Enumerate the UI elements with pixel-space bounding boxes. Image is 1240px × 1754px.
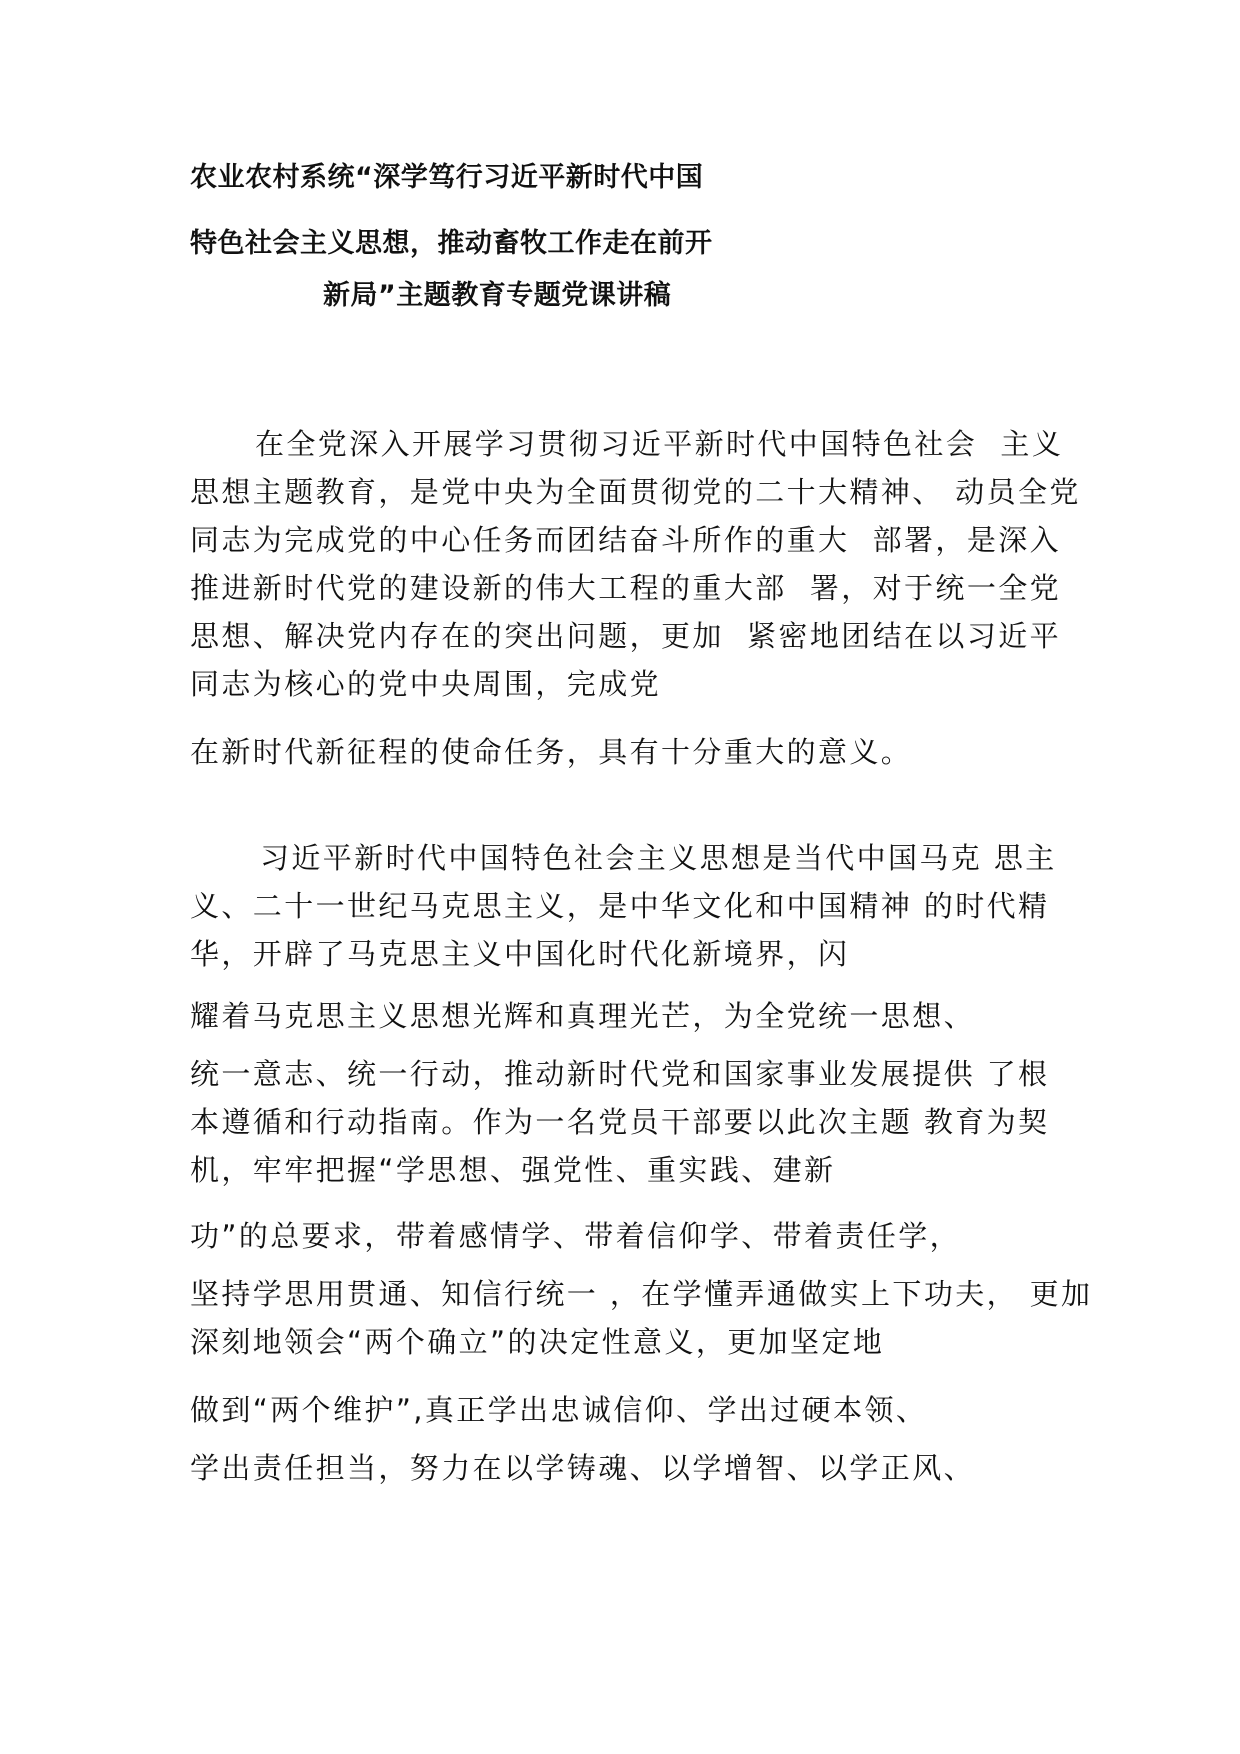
body-line: 本遵循和行动指南。作为一名党员干部要以此次主题 教育为契 bbox=[190, 1105, 1050, 1139]
body-line: 义、二十一世纪马克思主义，是中华文化和中国精神 的时代精 bbox=[190, 889, 1050, 923]
body-line: 机，牢牢把握“学思想、强党性、重实践、建新 bbox=[190, 1153, 836, 1187]
body-line: 功”的总要求，带着感情学、带着信仰学、带着责任学， bbox=[190, 1219, 962, 1253]
body-line: 华，开辟了马克思主义中国化时代化新境界，闪 bbox=[190, 937, 850, 971]
body-line: 坚持学思用贯通、知信行统一 ，在学懂弄通做实上下功夫， 更加 bbox=[190, 1277, 1093, 1311]
body-line: 深刻地领会“两个确立”的决定性意义，更加坚定地 bbox=[190, 1325, 885, 1359]
body-line: 同志为完成党的中心任务而团结奋斗所作的重大 部署，是深入 bbox=[190, 523, 1062, 557]
body-line: 在新时代新征程的使命任务，具有十分重大的意义。 bbox=[190, 735, 913, 769]
body-line: 同志为核心的党中央周围，完成党 bbox=[190, 667, 662, 701]
body-line: 做到“两个维护”,真正学出忠诚信仰、学出过硬本领、 bbox=[190, 1393, 928, 1427]
body-line: 学出责任担当，努力在以学铸魂、以学增智、以学正风、 bbox=[190, 1451, 976, 1485]
body-line: 习近平新时代中国特色社会主义思想是当代中国马克 思主 bbox=[260, 841, 1057, 875]
body-line: 耀着马克思主义思想光辉和真理光芒，为全党统一思想、 bbox=[190, 999, 976, 1033]
body-line: 在全党深入开展学习贯彻习近平新时代中国特色社会 主义 bbox=[255, 427, 1064, 461]
title-line-1: 农业农村系统“深学笃行习近平新时代中国 bbox=[190, 162, 704, 193]
body-line: 思想主题教育，是党中央为全面贯彻党的二十大精神、 动员全党 bbox=[190, 475, 1081, 509]
body-line: 推进新时代党的建设新的伟大工程的重大部 署，对于统一全党 bbox=[190, 571, 1062, 605]
title-line-2: 特色社会主义思想，推动畜牧工作走在前开 bbox=[190, 228, 713, 259]
body-line: 统一意志、统一行动，推动新时代党和国家事业发展提供 了根 bbox=[190, 1057, 1050, 1091]
body-line: 思想、解决党内存在的突出问题，更加 紧密地团结在以习近平 bbox=[190, 619, 1062, 653]
title-line-3: 新局”主题教育专题党课讲稿 bbox=[323, 280, 672, 311]
